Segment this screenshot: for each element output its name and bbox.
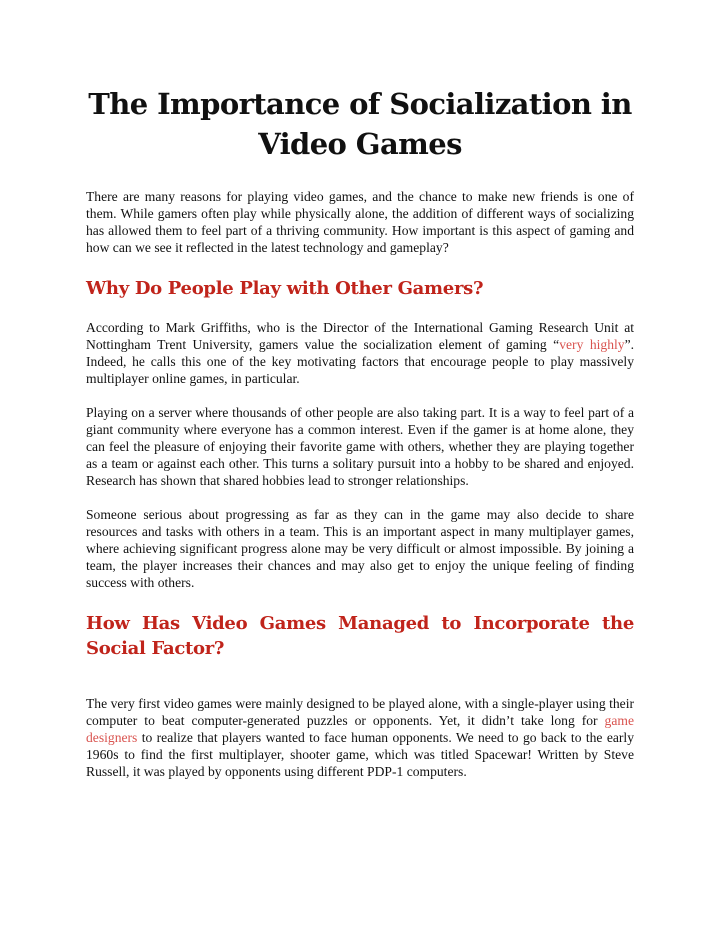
- section-heading-social-factor: How Has Video Games Managed to Incorporate the Social Factor?: [86, 613, 634, 659]
- section-heading-why-play: Why Do People Play with Other Gamers?: [86, 278, 484, 299]
- document-title: The Importance of Socialization in Video Games: [88, 87, 632, 161]
- section2-paragraph-1: [86, 695, 634, 780]
- section1-paragraph-1: [86, 319, 634, 387]
- section1-paragraph-3: Someone serious about progressing as far as they can in the game may also decide to share resources and tasks with others in a team. This is an important aspect in many multiplayer games, where achieving significant progress alone may be very difficult or almost impossible. By joining a team, the player increases their chances and may also get to enjoy the unique feeling of finding success with others.: [86, 507, 634, 590]
- section1-p1-text-start: According to Mark Griffiths, who is the Director of the International Gaming Research Unit at Nottingham Trent University, gamers value the socialization element of gaming “: [86, 320, 634, 352]
- section1-paragraph-2: Playing on a server where thousands of other people are also taking part. It is a way to feel part of a giant community where everyone has a common interest. Even if the gamer is at home alone, they can feel the pleasure of enjoying their favorite game with others, whether they are playing together as a team or against each other. This turns a solitary pursuit into a hobby to be shared and enjoyed. Research has shown that shared hobbies lead to stronger relationships.: [86, 405, 634, 488]
- section2-p1-text-end: to realize that players wanted to face human opponents. We need to go back to the early 1960s to find the first multiplayer, shooter game, which was titled Spacewar! Written by Steve Russell, it was played by opponents using different PDP-1 computers.: [86, 730, 634, 779]
- intro-paragraph: There are many reasons for playing video games, and the chance to make new friends is one of them. While gamers often play while physically alone, the addition of different ways of socializing has allowed them to feel part of a thriving community. How important is this aspect of gaming and how can we see it reflected in the latest technology and gameplay?: [86, 189, 634, 255]
- very-highly-link[interactable]: very highly: [559, 337, 625, 352]
- game-designers-link[interactable]: game designers: [86, 713, 634, 745]
- document-page: [86, 84, 634, 780]
- section2-p1-text-start: The very first video games were mainly designed to be played alone, with a single-player using their computer to beat computer-generated puzzles or opponents. Yet, it didn’t take long for: [86, 696, 634, 728]
- section1-p1-text-end: ”. Indeed, he calls this one of the key motivating factors that encourage people to play massively multiplayer online games, in particular.: [86, 337, 635, 386]
